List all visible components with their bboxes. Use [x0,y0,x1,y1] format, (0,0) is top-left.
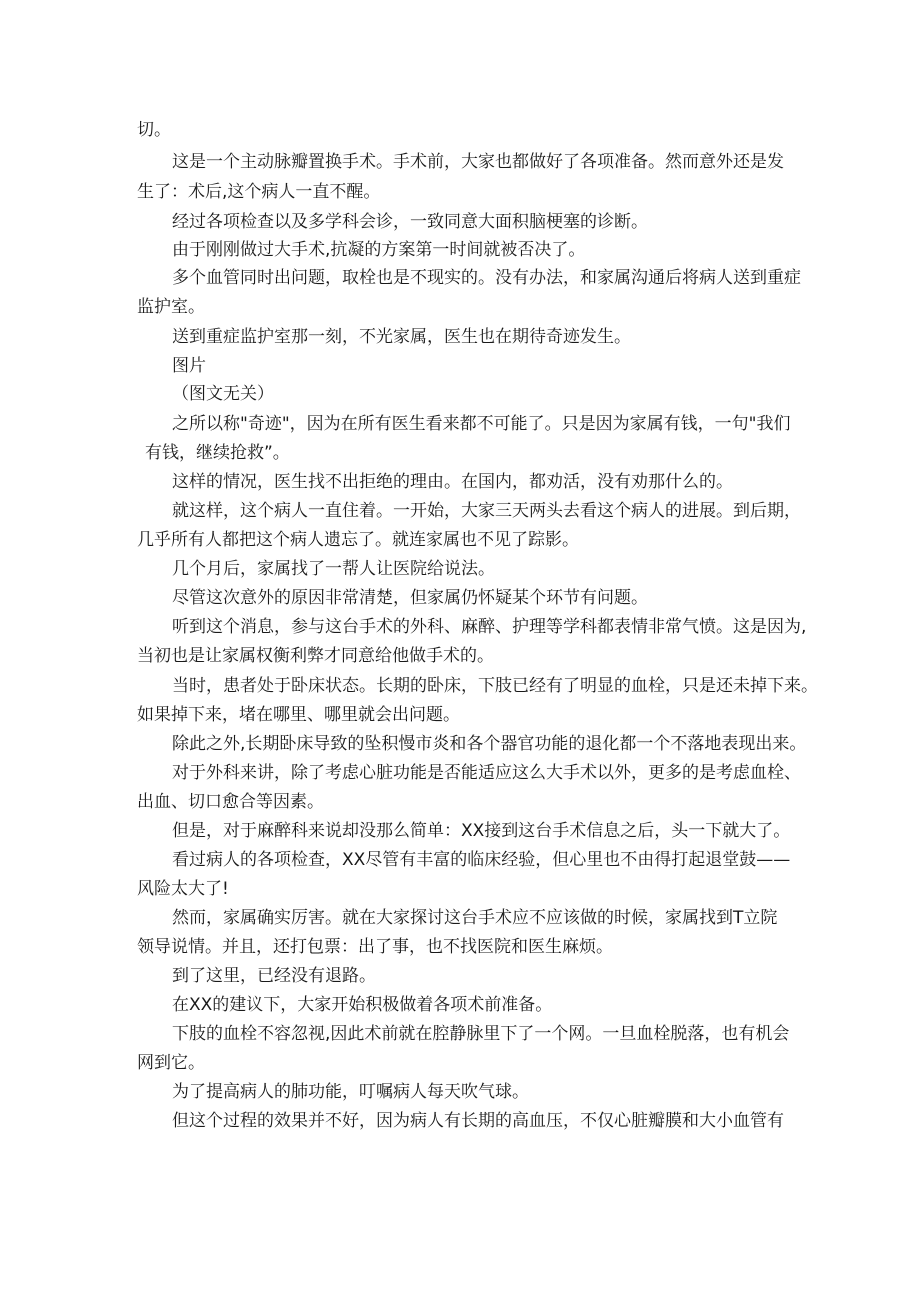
text-line: 送到重症监护室那一刻，不光家属，医生也在期待奇迹发生。 [172,327,631,347]
text-line: 图片 [172,356,206,376]
text-line: 但这个过程的效果并不好，因为病人有长期的高血压，不仅心脏瓣膜和大小血管有 [172,1111,784,1131]
text-line: 由于刚刚做过大手术,抗凝的方案第一时间就被否决了。 [172,240,586,260]
text-line: 风险太大了! [137,879,229,899]
text-line: 这是一个主动脉瓣置换手术。手术前，大家也都做好了各项准备。然而意外还是发 [172,152,784,172]
text-line: 几乎所有人都把这个病人遗忘了。就连家属也不见了踪影。 [137,530,579,550]
text-line: 在XX的建议下，大家开始积极做着各项术前准备。 [172,995,553,1015]
text-line: 几个月后，家属找了一帮人让医院给说法。 [172,559,495,579]
text-line: （图文无关） [172,384,274,404]
text-line: 出血、切口愈合等因素。 [137,792,324,812]
text-line: 生了：术后,这个病人一直不醒。 [137,182,381,202]
text-line: 然而，家属确实厉害。就在大家探讨这台手术应不应该做的时候，家属找到T立院 [172,908,778,928]
text-line: 到了这里，已经没有退路。 [172,966,376,986]
text-line: 尽管这次意外的原因非常清楚，但家属仍怀疑某个环节有问题。 [172,588,648,608]
text-line: 监护室。 [137,297,205,317]
text-line: 如果掉下来，堵在哪里、哪里就会出问题。 [137,705,460,725]
text-line: 就这样，这个病人一直住着。一开始，大家三天两头去看这个病人的进展。到后期， [172,501,801,521]
text-line: 当时，患者处于卧床状态。长期的卧床，下肢已经有了明显的血栓，只是还未掉下来。 [172,676,818,696]
text-line: 多个血管同时出问题，取栓也是不现实的。没有办法，和家属沟通后将病人送到重症 [172,268,801,288]
text-line: 之所以称"奇迹"，因为在所有医生看来都不可能了。只是因为家属有钱，一句"我们 [172,414,791,434]
text-line: 对于外科来讲，除了考虑心脏功能是否能适应这么大手术以外，更多的是考虑血栓、 [172,763,801,783]
text-line: 这样的情况，医生找不出拒绝的理由。在国内，都劝活，没有劝那什么的。 [172,472,733,492]
text-line: 切。 [137,120,171,140]
text-line: 经过各项检查以及多学科会诊，一致同意大面积脑梗塞的诊断。 [172,212,648,232]
text-line: 为了提高病人的肺功能，叮嘱病人每天吹气球。 [172,1082,529,1102]
text-line: 当初也是让家属权衡利弊才同意给他做手术的。 [137,646,494,666]
text-line: 领导说情。并且，还打包票：出了事，也不找医院和医生麻烦。 [137,937,613,957]
text-line: 除此之外,长期卧床导致的坠积慢市炎和各个器官功能的退化都一个不落地表现出来。 [172,734,807,754]
text-line: 网到它。 [137,1053,205,1073]
text-line: 下肢的血栓不容忽视,因此术前就在腔静脉里下了一个网。一旦血栓脱落，也有机会 [172,1024,790,1044]
text-line: 看过病人的各项检查，XX尽管有丰富的临床经验，但心里也不由得打起退堂鼓—— [172,850,791,870]
text-line: 有钱，继续抢救”。 [145,443,290,463]
text-line: 但是，对于麻醉科来说却没那么简单：XX接到这台手术信息之后，头一下就大了。 [172,821,791,841]
text-line: 听到这个消息，参与这台手术的外科、麻醉、护理等学科都表情非常气愤。这是因为, [172,617,807,637]
